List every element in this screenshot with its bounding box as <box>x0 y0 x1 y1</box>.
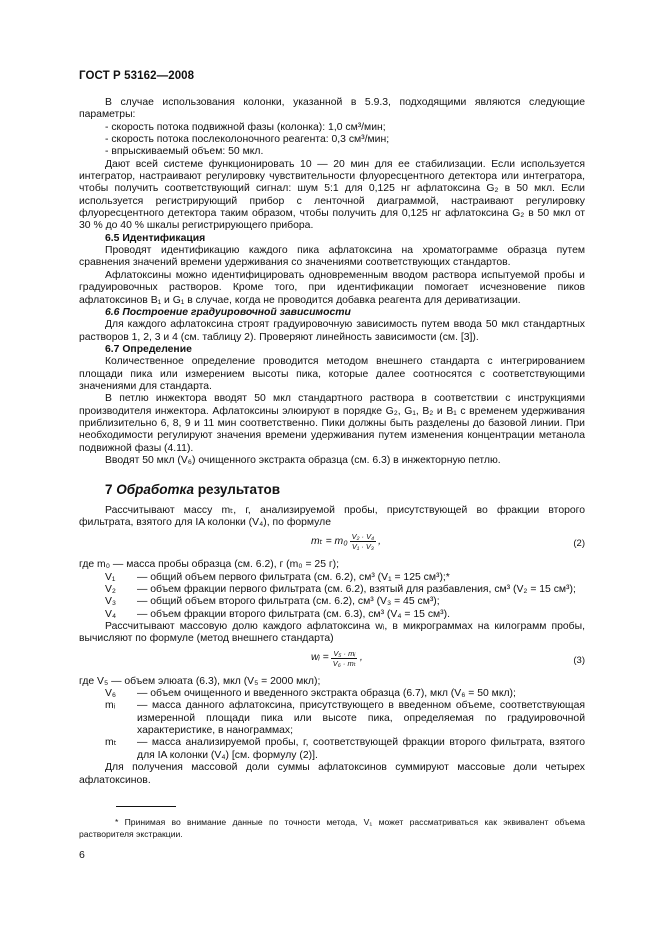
formula-lhs: mₜ = m₀ <box>311 535 348 547</box>
section-heading-6-6: 6.6 Построение градуировочной зависимости <box>105 306 351 318</box>
legend-text: — объем очищенного и введенного экстракта образца (6.7), мкл (V₆ = 50 мкл); <box>137 688 516 700</box>
document-body <box>79 97 585 787</box>
legend-formula-3 <box>79 676 585 762</box>
legend-row <box>79 676 585 688</box>
paragraph: Количественное определение проводится методом внешнего стандарта с интегрированием площади пика или измерением высоты пика, которые далее соотносятся с соответствующими значениями для стандарта. <box>79 356 585 392</box>
formula-2 <box>79 529 585 559</box>
formula-tail: , <box>359 652 363 664</box>
footnote: * Принимая во внимание данные по точности метода, V₁ может рассматриваться как эквивалент объема растворителя экстракции. <box>79 817 585 839</box>
list-item: - скорость потока подвижной фазы (колонка): 1,0 см³/мин; <box>105 121 386 133</box>
legend-symbol: где m₀ <box>79 559 111 571</box>
legend-text: — масса анализируемой пробы, г, соответствующей фракции второго фильтрата, взятого для IA колонки (V₄) [см. формулу (2)]. <box>137 737 585 761</box>
legend-row <box>79 609 585 621</box>
legend-symbol: mᵢ <box>105 700 116 712</box>
legend-symbol: V₁ <box>105 571 116 583</box>
legend-symbol: V₂ <box>105 584 116 596</box>
list-item: - скорость потока послеколоночного реагента: 0,3 см³/мин; <box>105 134 390 146</box>
formula-denominator: V₁ · V₃ <box>351 542 374 552</box>
formula-number: (3) <box>573 654 585 666</box>
legend-symbol: V₆ <box>105 688 117 700</box>
formula-number: (2) <box>573 538 585 550</box>
legend-text: — масса пробы образца (см. 6.2), г (m₀ = 25 г); <box>112 559 339 571</box>
paragraph: Афлатоксины можно идентифицировать одновременным вводом раствора испытуемой пробы и градуировочных растворов. Кроме того, при идентификации помогает исчезновение пиков афлатоксинов B₁ и G₁ в случае, когда не проводится добавка реагента для дериватизации. <box>79 269 585 306</box>
legend-row <box>79 596 585 608</box>
page-number: 6 <box>79 849 85 861</box>
section-title-italic: Обработка <box>116 482 195 498</box>
formula-tail: , <box>378 535 382 547</box>
paragraph: Рассчитывают массовую долю каждого афлатоксина wᵢ, в микрограммах на килограмм пробы, вычисляют по формуле (метод внешнего стандарта) <box>79 621 585 645</box>
legend-text: — общий объем первого фильтрата (см. 6.2), см³ (V₁ = 125 см³);* <box>137 571 450 583</box>
paragraph: Для каждого афлатоксина строят градуировочную зависимость путем ввода 50 мкл стандартных растворов 1, 2, 3 и 4 (см. таблицу 2). Проверяют линейность зависимости (см. [3]). <box>79 319 585 343</box>
paragraph: Для получения массовой доли суммы афлатоксинов суммируют массовые доли четырех афлатоксинов. <box>79 762 585 786</box>
section-title-rest: результатов <box>197 482 281 498</box>
legend-row <box>79 737 585 762</box>
paragraph: В петлю инжектора вводят 50 мкл стандартного раствора в соответствии с инструкциями производителя инжектора. Афлатоксины элюируют в порядке G₂, G₁, B₂ и B₁ с временем удерживания приблизительно 6, 8, 9 и 11 мин соответственно. Пики должны быть разделены до базовой линии. При необходимости регулируют значения времени удерживания путем изменения концентрации метанола подвижной фазы (4.11). <box>79 393 585 454</box>
formula-3 <box>79 646 585 676</box>
section-number: 7 <box>105 482 113 498</box>
paragraph: Дают всей системе функционировать 10 — 20 мин для ее стабилизации. Если используется интегратор, настраивают регулировку чувствительности флуоресцентного детектора или интегратора, чтобы получить соответствующий сигнал: шум 5:1 для 0,125 нг афлатоксина G₂ в 50 мкл. Если используется регистрирующий прибор с ленточной диаграммой, настраивают регулировку флуоресцентного детектора таким образом, чтобы получить для 0,125 нг афлатоксина G₂ в 50 мкл от 30 % до 40 % шкалы регистрирующего прибора. <box>79 158 585 232</box>
footnote-divider <box>116 806 176 807</box>
list-item: - впрыскиваемый объем: 50 мкл. <box>105 146 264 158</box>
formula-numerator: V₂ · V₄ <box>351 532 375 542</box>
paragraph: Рассчитывают массу mₜ, г, анализируемой пробы, присутствующей во фракции второго фильтрата, взятого для IA колонки (V₄), по формуле <box>79 504 585 528</box>
paragraph: Вводят 50 мкл (V₆) очищенного экстракта образца (см. 6.3) в инжекторную петлю. <box>105 454 501 466</box>
paragraph: В случае использования колонки, указанной в 5.9.3, подходящими являются следующие параметры: <box>79 97 585 121</box>
legend-symbol: mₜ <box>105 737 117 749</box>
legend-text: — объем фракции второго фильтрата (см. 6.3), см³ (V₄ = 15 см³). <box>137 608 450 620</box>
paragraph: Проводят идентификацию каждого пика афлатоксина на хроматограмме образца путем сравнения значений времени удерживания со значениями соответствующих стандартов. <box>79 245 585 269</box>
formula-numerator: V₅ · mᵢ <box>333 648 356 658</box>
legend-symbol: V₄ <box>105 608 117 620</box>
legend-row <box>79 700 585 737</box>
legend-row <box>79 572 585 584</box>
section-heading-6-5: 6.5 Идентификация <box>105 232 206 244</box>
legend-row <box>79 688 585 700</box>
legend-row <box>79 559 585 571</box>
legend-symbol: где V₅ <box>79 675 109 687</box>
standard-header: ГОСТ Р 53162—2008 <box>79 70 195 82</box>
formula-fraction <box>331 649 358 668</box>
legend-row <box>79 584 585 596</box>
legend-text: — масса данного афлатоксина, присутствующего в введенном объеме, соответствующая измеренной площади пика или высоте пика, определяемая по градуировочной характеристике, в нанограммах; <box>137 700 585 737</box>
section-heading-6-7: 6.7 Определение <box>105 343 192 355</box>
formula-lhs: wᵢ = <box>311 652 329 664</box>
formula-fraction <box>350 532 377 551</box>
legend-text: — объем элюата (6.3), мкл (V₅ = 2000 мкл); <box>111 675 321 687</box>
section-heading-7 <box>105 484 585 496</box>
legend-symbol: V₃ <box>105 596 117 608</box>
legend-formula-2 <box>79 559 585 621</box>
legend-text: — объем фракции первого фильтрата (см. 6.2), взятый для разбавления, см³ (V₂ = 15 см³); <box>137 584 576 596</box>
legend-text: — общий объем второго фильтрата (см. 6.2), см³ (V₃ = 45 см³); <box>137 596 440 608</box>
formula-denominator: V₆ · mₜ <box>332 658 356 668</box>
